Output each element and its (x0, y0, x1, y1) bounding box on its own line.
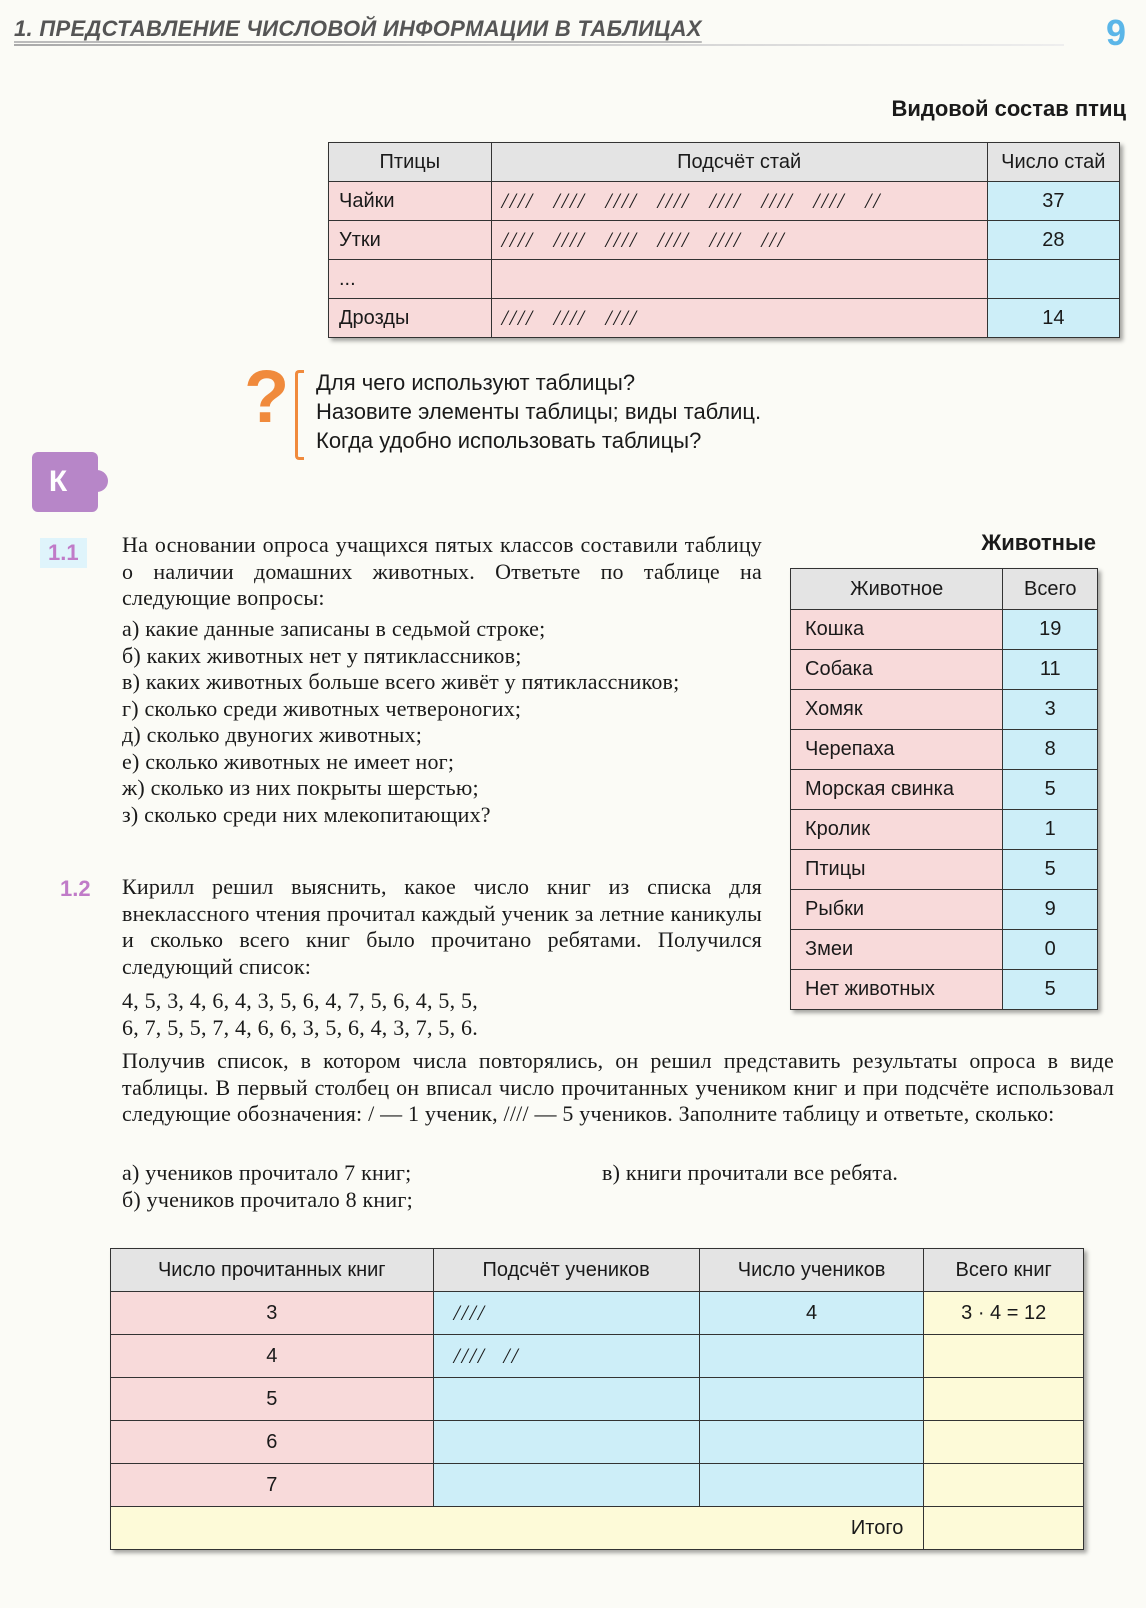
question-line: Для чего используют таблицы? (316, 370, 636, 395)
books-count-cell: 3 (111, 1292, 434, 1335)
count-cell: 28 (987, 221, 1119, 260)
books-count-cell: 4 (111, 1335, 434, 1378)
birds-table-caption: Видовой состав птиц (891, 96, 1126, 121)
problem-questions (122, 1160, 1114, 1213)
total-label: Итого (111, 1507, 924, 1550)
header-cell: Всего (1003, 569, 1098, 610)
books-count-cell: 5 (111, 1378, 434, 1421)
bird-name: Чайки (329, 182, 492, 221)
count-cell: 0 (1003, 930, 1098, 970)
animal-name: Нет животных (791, 970, 1003, 1010)
question-line: Когда удобно использовать таблицы? (316, 428, 702, 453)
list-item: б) учеников прочитало 8 книг; (122, 1186, 413, 1212)
header-cell: Всего книг (924, 1249, 1084, 1292)
students-count-cell: 4 (699, 1292, 924, 1335)
animal-name: Черепаха (791, 730, 1003, 770)
table-row (791, 970, 1098, 1010)
table-row (111, 1464, 1084, 1507)
count-cell: 11 (1003, 650, 1098, 690)
tally-cell: //// (433, 1292, 699, 1335)
table-row (791, 610, 1098, 650)
table-row (791, 730, 1098, 770)
count-cell: 9 (1003, 890, 1098, 930)
tally-cell: //// // (433, 1335, 699, 1378)
animal-name: Кошка (791, 610, 1003, 650)
animals-table-caption: Животные (981, 530, 1096, 555)
list-item: з) сколько среди них млекопитающих? (122, 801, 491, 827)
problem-text: Получив список, в котором числа повторялись, он решил представить результаты опроса в виде таблицы. В первый столбец он вписал число прочитанных учеником книг и при подсчёте использовал следующие обозначения: / — 1 ученик, //// — 5 учеников. Заполните таблицу и ответьте, сколько: (122, 1048, 1114, 1126)
header-rule (14, 44, 1064, 46)
problem-text: На основании опроса учащихся пятых классов составили таблицу о наличии домашних животных. Ответьте по таблице на следующие вопросы: (122, 532, 762, 610)
k-puzzle-icon: К (32, 452, 98, 512)
tally-cell: //// //// //// //// //// //// //// // (491, 182, 987, 221)
animals-table (790, 568, 1098, 1010)
list-item: д) сколько двуногих животных; (122, 722, 423, 747)
animal-name: Морская свинка (791, 770, 1003, 810)
list-row (122, 1160, 1114, 1187)
header-cell: Животное (791, 569, 1003, 610)
total-books-cell (924, 1378, 1084, 1421)
page-number: 9 (1105, 12, 1126, 53)
table-row (111, 1378, 1084, 1421)
total-books-cell (924, 1464, 1084, 1507)
table-row (329, 221, 1120, 260)
count-cell: 5 (1003, 850, 1098, 890)
problem-number: 1.2 (60, 876, 91, 901)
count-cell: 5 (1003, 770, 1098, 810)
table-header-row (791, 569, 1098, 610)
table-row (111, 1292, 1084, 1335)
tally-cell (433, 1464, 699, 1507)
animal-name: Рыбки (791, 890, 1003, 930)
list-item: в) книги прочитали все ребята. (602, 1160, 899, 1185)
review-questions (316, 368, 761, 455)
running-header: 1. ПРЕДСТАВЛЕНИЕ ЧИСЛОВОЙ ИНФОРМАЦИИ В ТАБЛИЦАХ (14, 16, 702, 41)
animal-name: Собака (791, 650, 1003, 690)
number-list-line: 4, 5, 3, 4, 6, 4, 3, 5, 6, 4, 7, 5, 6, 4, 5, 5, (122, 988, 478, 1013)
total-value-cell (924, 1507, 1084, 1550)
total-books-cell: 3 · 4 = 12 (924, 1292, 1084, 1335)
table-row (791, 650, 1098, 690)
problem-text: Кирилл решил выяснить, какое число книг из списка для внеклассного чтения прочитал каждый ученик за летние каникулы и сколько всего книг было прочитано ребятами. Получился следующий список: (122, 874, 762, 979)
students-count-cell (699, 1421, 924, 1464)
tally-cell (433, 1421, 699, 1464)
count-cell: 1 (1003, 810, 1098, 850)
table-row (791, 930, 1098, 970)
header-cell: Подсчёт стай (491, 143, 987, 182)
table-row (329, 182, 1120, 221)
list-item: г) сколько среди животных четвероногих; (122, 695, 522, 721)
header-cell: Число стай (987, 143, 1119, 182)
number-list (122, 988, 682, 1041)
count-cell: 3 (1003, 690, 1098, 730)
animal-name: Хомяк (791, 690, 1003, 730)
students-count-cell (699, 1335, 924, 1378)
count-cell: 5 (1003, 970, 1098, 1010)
tally-cell (433, 1378, 699, 1421)
table-header-row (111, 1249, 1084, 1292)
table-header-row (329, 143, 1120, 182)
bird-name: ... (329, 260, 492, 299)
header-cell: Птицы (329, 143, 492, 182)
table-row (111, 1335, 1084, 1378)
header-cell: Число прочитанных книг (111, 1249, 434, 1292)
problem-questions (122, 616, 762, 828)
total-row (111, 1507, 1084, 1550)
table-row (791, 850, 1098, 890)
table-row (791, 810, 1098, 850)
list-item: а) какие данные записаны в седьмой строке; (122, 616, 546, 641)
count-cell: 8 (1003, 730, 1098, 770)
table-row (791, 770, 1098, 810)
count-cell: 14 (987, 299, 1119, 338)
tally-cell: //// //// //// (491, 299, 987, 338)
birds-table (328, 142, 1120, 338)
question-bracket (295, 370, 304, 460)
total-books-cell (924, 1335, 1084, 1378)
books-count-cell: 6 (111, 1421, 434, 1464)
table-row (329, 260, 1120, 299)
bird-name: Дрозды (329, 299, 492, 338)
list-item: в) каких животных больше всего живёт у пятиклассников; (122, 669, 680, 694)
problem-number: 1.1 (40, 538, 87, 568)
animal-name: Кролик (791, 810, 1003, 850)
total-books-cell (924, 1421, 1084, 1464)
bird-name: Утки (329, 221, 492, 260)
books-count-cell: 7 (111, 1464, 434, 1507)
table-row (329, 299, 1120, 338)
animal-name: Птицы (791, 850, 1003, 890)
list-item: ж) сколько из них покрыты шерстью; (122, 775, 479, 800)
number-list-line: 6, 7, 5, 5, 7, 4, 6, 6, 3, 5, 6, 4, 3, 7, 5, 6. (122, 1014, 478, 1040)
list-item: б) каких животных нет у пятиклассников; (122, 642, 522, 668)
header-cell: Число учеников (699, 1249, 924, 1292)
count-cell: 37 (987, 182, 1119, 221)
count-cell (987, 260, 1119, 299)
animal-name: Змеи (791, 930, 1003, 970)
list-item: е) сколько животных не имеет ног; (122, 748, 455, 774)
tally-cell: //// //// //// //// //// /// (491, 221, 987, 260)
count-cell: 19 (1003, 610, 1098, 650)
header-cell: Подсчёт учеников (433, 1249, 699, 1292)
students-count-cell (699, 1464, 924, 1507)
tally-cell (491, 260, 987, 299)
table-row (111, 1421, 1084, 1464)
question-line: Назовите элементы таблицы; виды таблиц. (316, 399, 762, 424)
table-row (791, 890, 1098, 930)
students-count-cell (699, 1378, 924, 1421)
question-mark-icon: ? (244, 355, 290, 438)
books-table (110, 1248, 1084, 1550)
table-row (791, 690, 1098, 730)
list-item: а) учеников прочитало 7 книг; (122, 1160, 412, 1185)
